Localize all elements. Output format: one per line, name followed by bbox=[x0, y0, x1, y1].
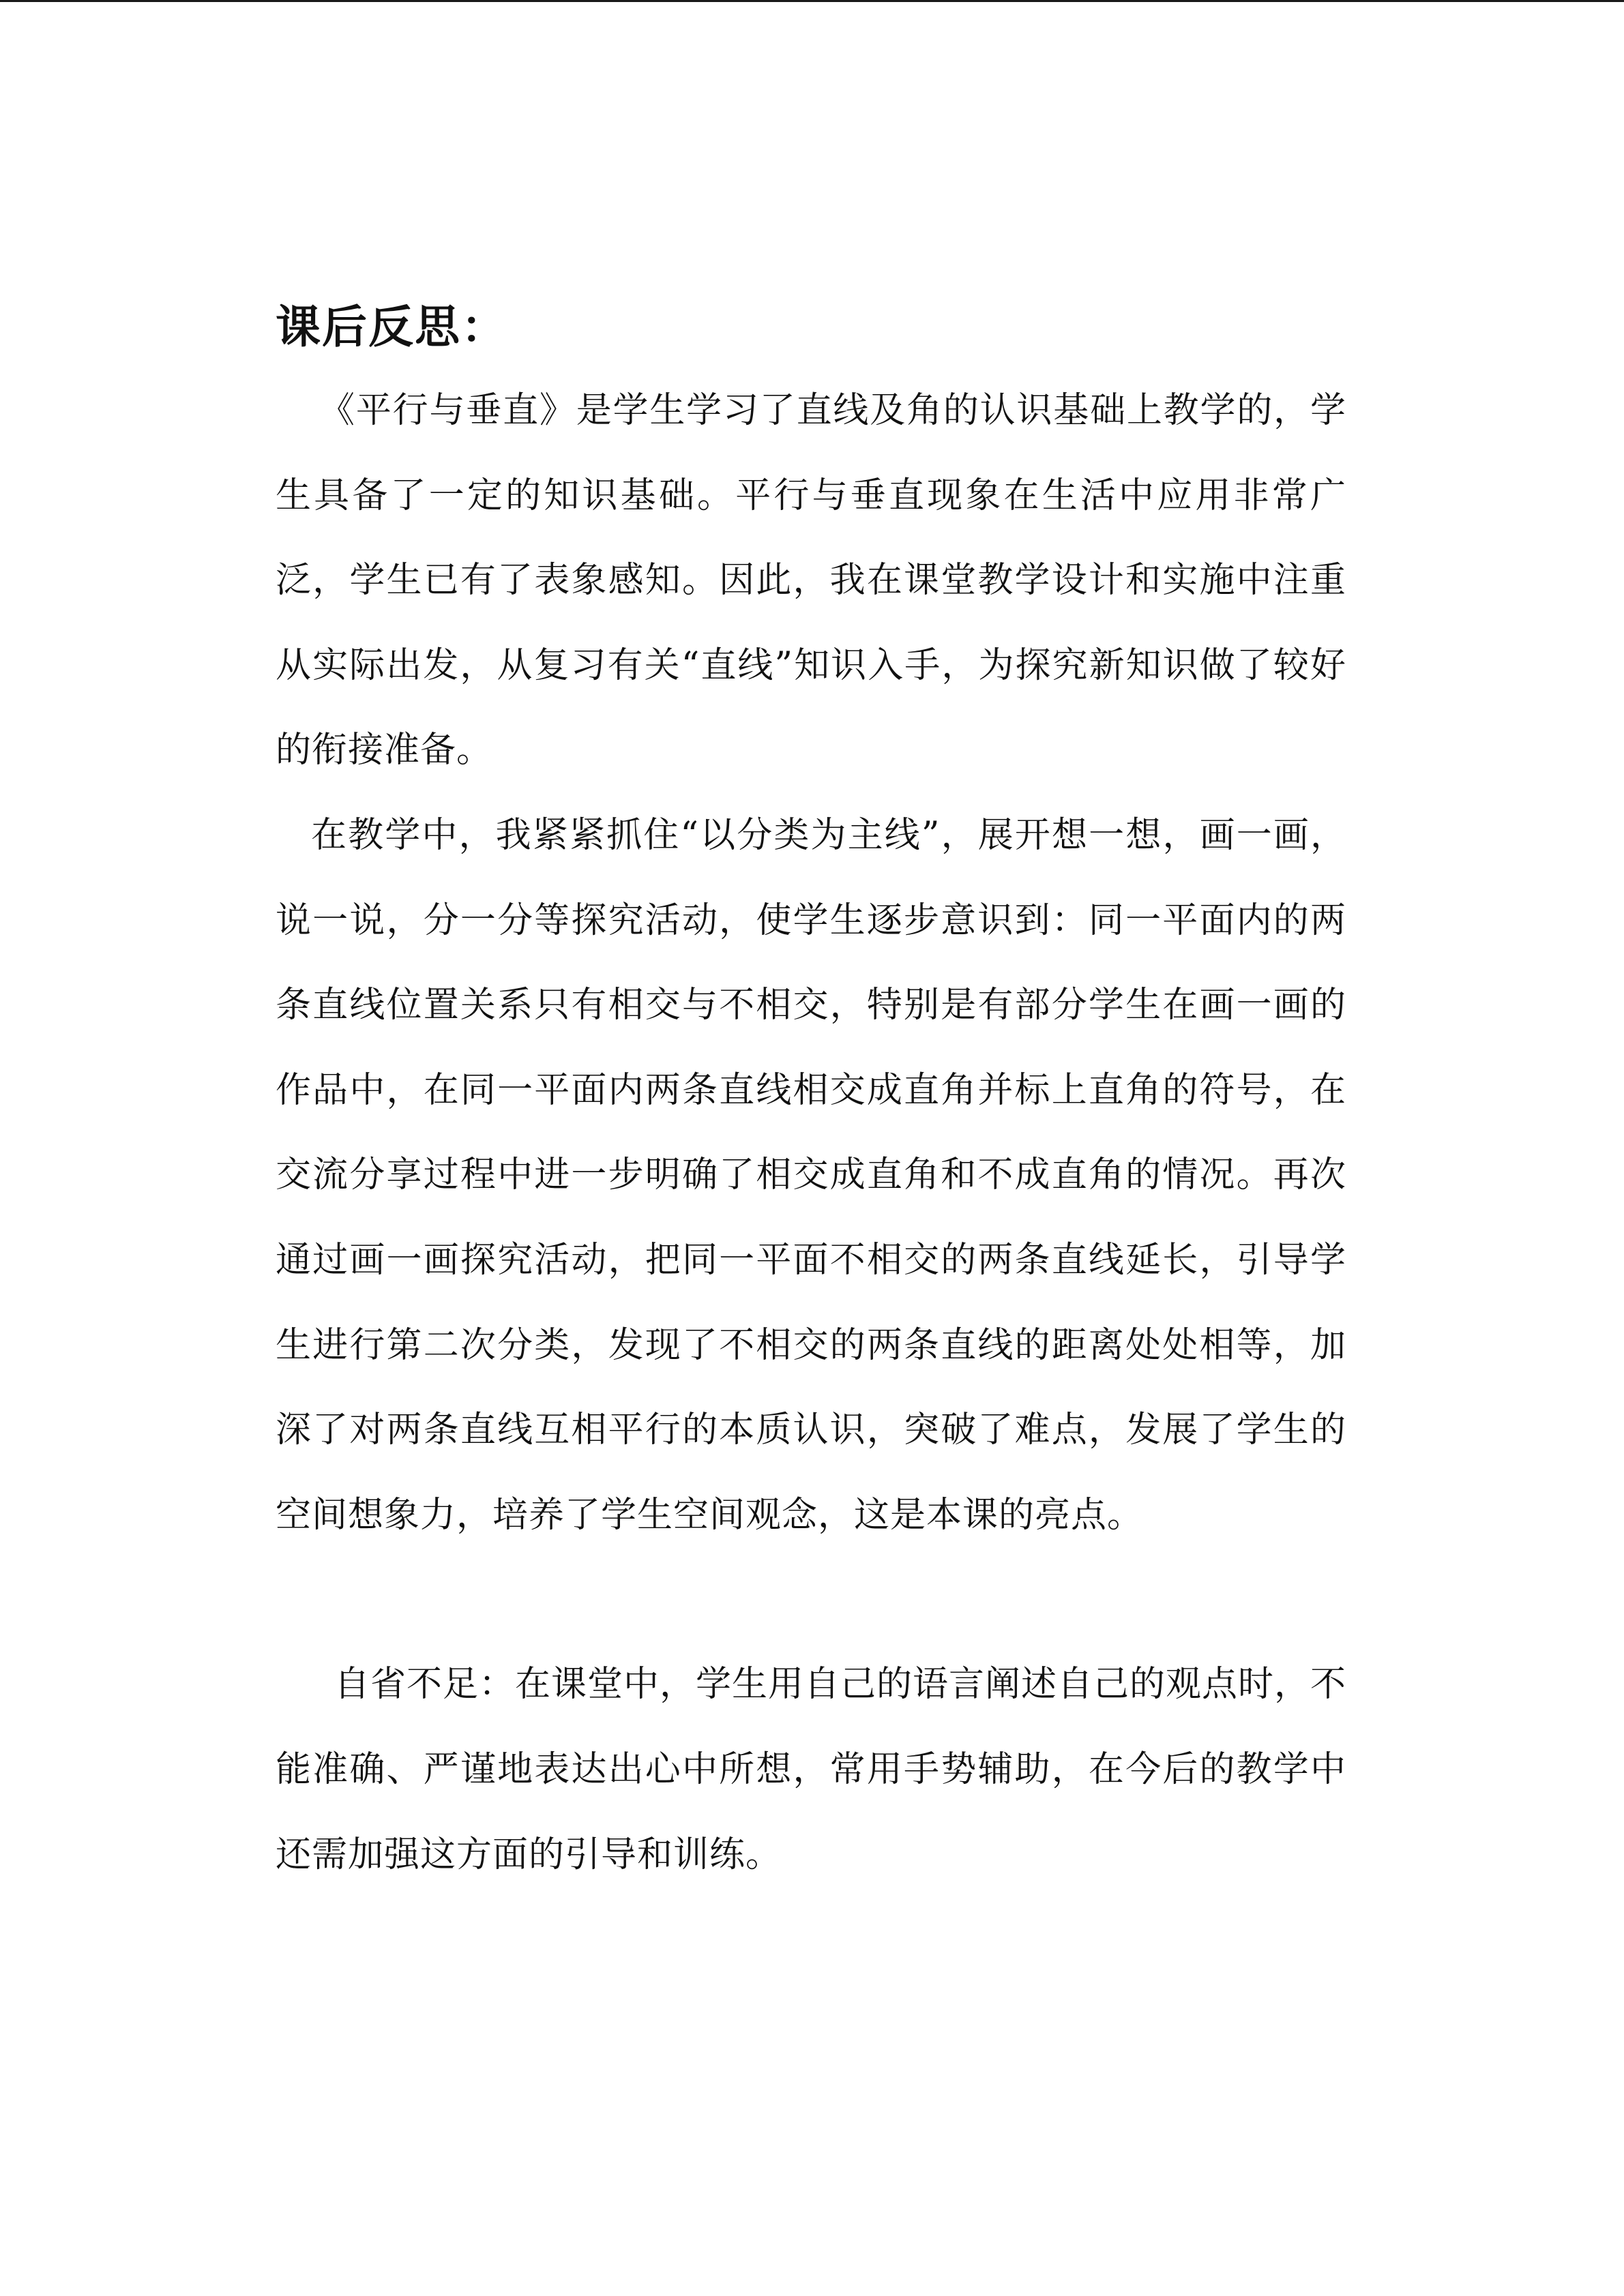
document-title: 课后反思： bbox=[276, 301, 507, 353]
paragraph-teaching-process: 在教学中，我紧紧抓住“以分类为主线”，展开想一想，画一画，说一说，分一分等探究活动，使学生逐步意识到：同一平面内的两条直线位置关系只有相交与不相交，特别是有部分学生在画一画的作品中，在同一平面内两条直线相交成直角并标上直角的符号，在交流分享过程中进一步明确了相交成直角和不成直角的情况。再次通过画一画探究活动，把同一平面不相交的两条直线延长，引导学生进行第二次分类，发现了不相交的两条直线的距离处处相等，加深了对两条直线互相平行的本质认识，突破了难点，发展了学生的空间想象力，培养了学生空间观念，这是本课的亮点。 bbox=[276, 814, 1346, 1536]
paragraph-shortcomings: 自省不足：在课堂中，学生用自己的语言阐述自己的观点时，不能准确、严谨地表达出心中所想，常用手势辅助，在今后的教学中还需加强这方面的引导和训练。 bbox=[276, 1664, 1347, 1875]
top-border-line bbox=[0, 0, 1624, 2]
document-page bbox=[276, 286, 1346, 1897]
paragraph-intro: 《平行与垂直》是学生学习了直线及角的认识基础上教学的，学生具备了一定的知识基础。平行与垂直现象在生活中应用非常广泛，学生已有了表象感知。因此，我在课堂教学设计和实施中注重从实际出发，从复习有关“直线”知识入手，为探究新知识做了较好的衔接准备。 bbox=[276, 390, 1346, 771]
